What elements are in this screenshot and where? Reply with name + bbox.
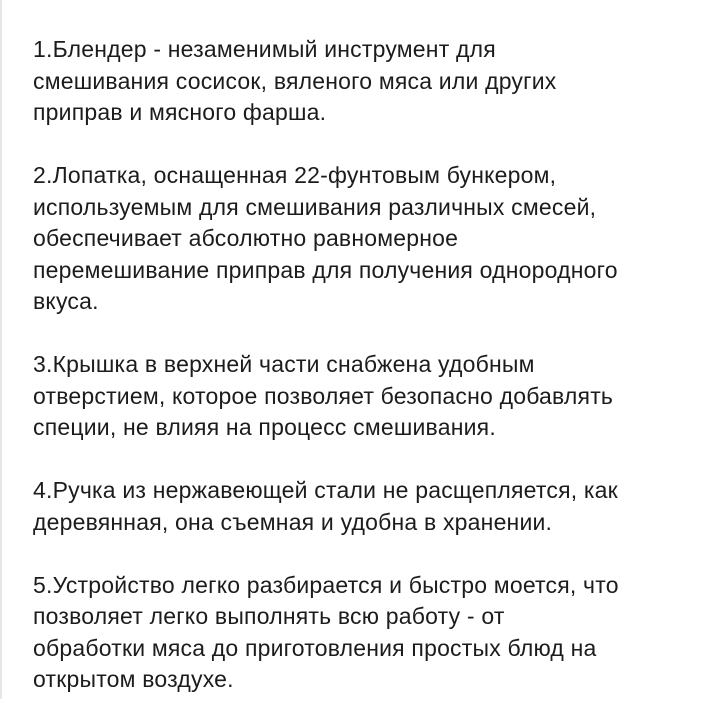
paragraph-4 [33, 475, 619, 538]
text-line: отверстием, которое позволяет безопасно добавлять [33, 382, 614, 409]
paragraph-3 [33, 349, 619, 444]
text-line: 1.Блендер - незаменимый инструмент для [33, 36, 496, 62]
text-line: обработки мяса до приготовления простых блюд на [33, 634, 597, 661]
text-line: 5.Устройство легко разбирается и быстро моется, что [33, 571, 619, 598]
paragraph-1 [33, 34, 619, 129]
text-line: перемешивание приправ для получения однородного [33, 256, 618, 283]
text-line: смешивания сосисок, вяленого мяса или других [33, 67, 557, 94]
document-body [33, 34, 619, 727]
text-line: приправ и мясного фарша. [33, 99, 327, 125]
text-line: 4.Ручка из нержавеющей стали не расщепляется, как [33, 477, 618, 503]
paragraph-5 [33, 570, 619, 696]
text-line: деревянная, она съемная и удобна в хранении. [33, 508, 553, 535]
text-line: обеспечивает абсолютно равномерное [33, 225, 459, 251]
paragraph-2 [33, 160, 619, 318]
text-line: вкуса. [33, 288, 99, 314]
text-line: специи, не влияя на процесс смешивания. [33, 414, 496, 440]
text-line: 3.Крышка в верхней части снабжена удобным [33, 351, 535, 377]
text-line: используемым для смешивания различных смесей, [33, 193, 597, 220]
text-line: 2.Лопатка, оснащенная 22-фунтовым бункером, [33, 162, 557, 188]
text-line: открытом воздухе. [33, 666, 234, 692]
text-line: позволяет легко выполнять всю работу - от [33, 603, 505, 629]
